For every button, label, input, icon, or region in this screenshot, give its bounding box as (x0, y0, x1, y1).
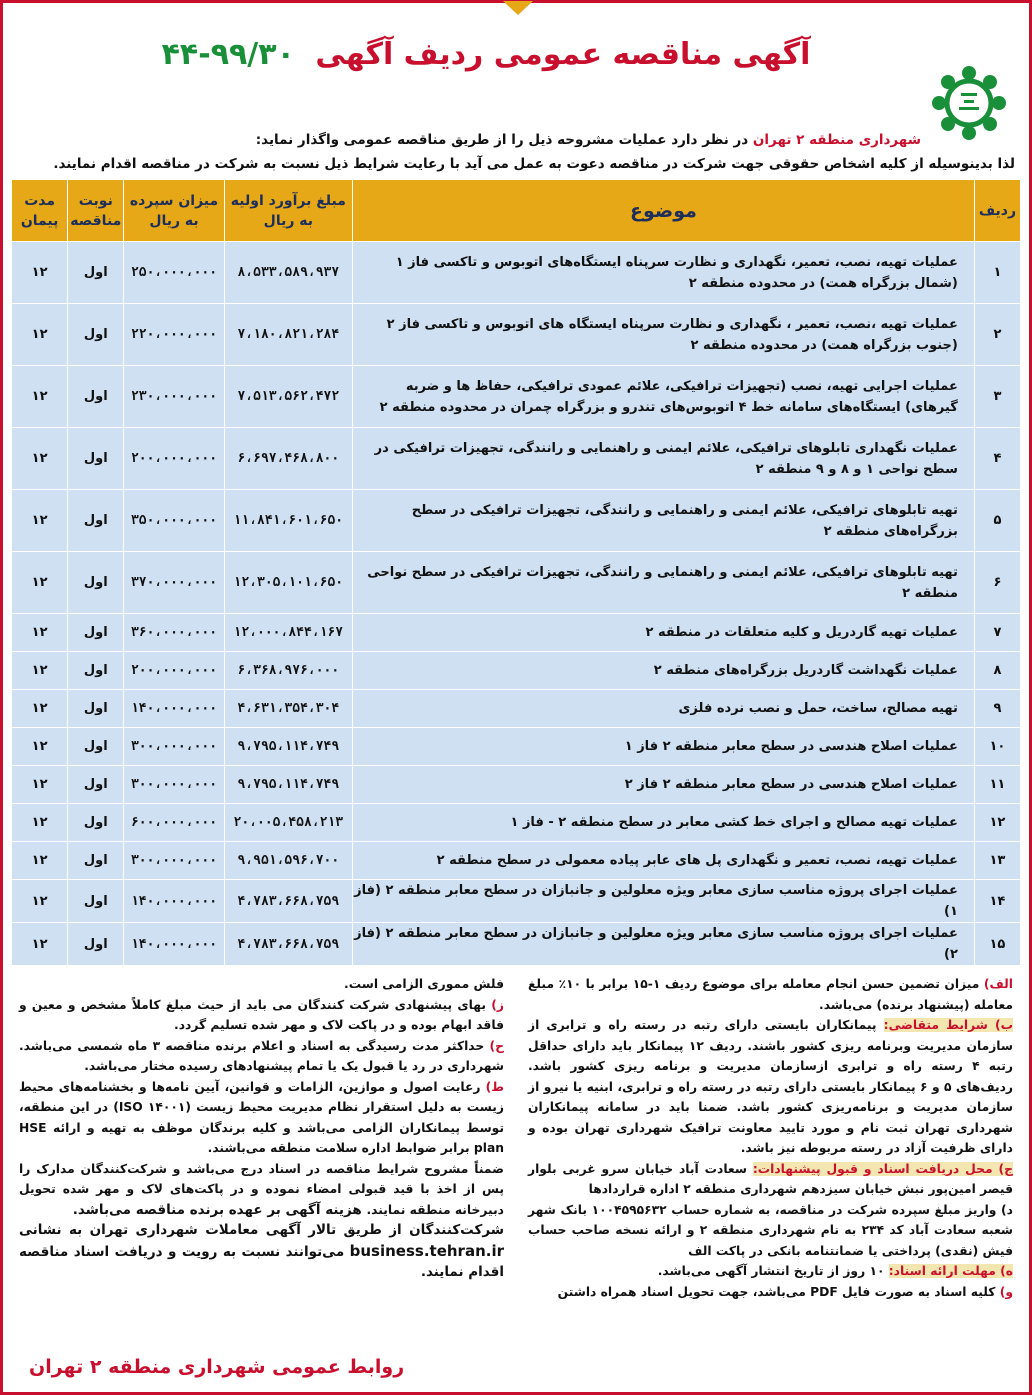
cell-subject: تهیه مصالح، ساخت، حمل و نصب نرده فلزی (353, 690, 975, 728)
cell-round: اول (68, 428, 124, 490)
cell-subject: عملیات اصلاح هندسی در سطح معابر منطقه ۲ فاز ۱ (353, 728, 975, 766)
cell-subject: عملیات اجرایی تهیه، نصب (تجهیزات ترافیکی، علائم عمودی ترافیکی، حفاظ ها و ضربه گیرهای) ایستگاه‌های سامانه خط ۴ اتوبوس‌های تندرو و بزرگراه چمران در محدوده منطقه ۲ (353, 366, 975, 428)
cell-subject: عملیات نگهداشت گاردریل بزرگراه‌های منطقه ۲ (353, 652, 975, 690)
cell-row-no: ۶ (974, 552, 1020, 614)
tehran-municipality-logo-icon (931, 65, 1007, 141)
cell-round: اول (68, 923, 124, 966)
cell-deposit: ۶۰۰،۰۰۰،۰۰۰ (124, 804, 224, 842)
cell-estimate: ۶،۳۶۸،۹۷۶،۰۰۰ (224, 652, 352, 690)
business-url-link[interactable]: business.tehran.ir (349, 1241, 504, 1260)
term-jim: ج) محل دریافت اسناد و قبول پیشنهادات: سعادت آباد خیابان سرو غربی بلوار قیصر امین‌پور نبش خیابان سیزدهم شهرداری منطقه ۲ اداره قراردادها (528, 1161, 1013, 1196)
notice-title (11, 37, 961, 72)
cell-subject: تهیه تابلوهای ترافیکی، علائم ایمنی و راهنمایی و رانندگی، تجهیزات ترافیکی در سطح بزرگراه‌های منطقه ۲ (353, 490, 975, 552)
table-row (12, 923, 1021, 966)
intro-text: در نظر دارد عملیات مشروحه ذیل را از طریق مناقصه عمومی واگذار نماید: (255, 132, 753, 148)
term-he2: ح) حداکثر مدت رسیدگی به اسناد و اعلام برنده مناقصه ۳ ماه شمسی می‌باشد. شهرداری در رد یا قبول یک یا تمام پیشنهادهای رسیده مختار می‌باشد. (19, 1038, 504, 1073)
header-duration: مدت پیمان (12, 180, 68, 242)
cell-row-no: ۱ (974, 242, 1020, 304)
cell-duration: ۱۲ (12, 690, 68, 728)
cell-subject: عملیات اجرای پروژه مناسب سازی معابر ویژه معلولین و جانبازان در سطح معابر منطقه ۲ (فاز ۲) (353, 923, 975, 966)
cell-subject: عملیات نگهداری تابلوهای ترافیکی، علائم ایمنی و راهنمایی و رانندگی، تجهیزات ترافیکی در سطح نواحی ۱ و ۸ و ۹ منطقه ۲ (353, 428, 975, 490)
cell-row-no: ۴ (974, 428, 1020, 490)
table-row (12, 428, 1021, 490)
cell-subject: عملیات اجرای پروژه مناسب سازی معابر ویژه معلولین و جانبازان در سطح معابر منطقه ۲ (فاز ۱) (353, 880, 975, 923)
cell-row-no: ۵ (974, 490, 1020, 552)
footer-public-relations: روابط عمومی شهرداری منطقه ۲ تهران (29, 1356, 405, 1378)
cell-duration: ۱۲ (12, 842, 68, 880)
term-he: ه) مهلت ارائه اسناد: ۱۰ روز از تاریخ انتشار آگهی می‌باشد. (657, 1264, 1013, 1278)
cell-row-no: ۱۱ (974, 766, 1020, 804)
intro-line-1 (11, 129, 1021, 151)
cell-duration: ۱۲ (12, 304, 68, 366)
cell-row-no: ۹ (974, 690, 1020, 728)
term-be: ب) شرایط متقاضی: پیمانکاران بایستی دارای رتبه در رسته راه و ترابری از سازمان مدیریت وبرنامه ریزی کشور باشند. ردیف ۱۲ پیمانکار باید دارای حداقل رتبه ۴ رسته راه و ترابری ازسازمان مدیریت و برنامه ریزی کشور باشد. ردیف‌های ۵ و ۶ پیمانکار بایستی دارای رتبه در رسته راه و ترابری، ابنیه یا نیرو از سازمان مدیریت و برنامه‌ریزی کشور باشد. ضمنا باید در سامانه پیمانکاران شهرداری تهران ثبت نام و مورد تایید معاونت ترافیک شهرداری تهران بوده و دارای ظرفیت آزاد در رسته مربوطه نیز باشد. (528, 1018, 1014, 1155)
cell-subject: عملیات اصلاح هندسی در سطح معابر منطقه ۲ فاز ۲ (353, 766, 975, 804)
terms-section (11, 974, 1021, 1302)
cell-subject: عملیات تهیه مصالح و اجرای خط کشی معابر در سطح منطقه ۲ - فاز ۱ (353, 804, 975, 842)
table-row (12, 366, 1021, 428)
cell-duration: ۱۲ (12, 490, 68, 552)
cell-deposit: ۳۰۰،۰۰۰،۰۰۰ (124, 728, 224, 766)
term-flash: فلش مموری الزامی است. (344, 977, 504, 991)
table-row (12, 690, 1021, 728)
cell-subject: عملیات تهیه، نصب، تعمیر و نگهداری پل های عابر پیاده معمولی در سطح منطقه ۲ (353, 842, 975, 880)
cell-deposit: ۳۵۰،۰۰۰،۰۰۰ (124, 490, 224, 552)
cell-estimate: ۷،۵۱۳،۵۶۲،۴۷۲ (224, 366, 352, 428)
table-row (12, 842, 1021, 880)
term-participants: شرکت‌کنندگان از طریق تالار آگهی معاملات شهرداری تهران به نشانی business.tehran.ir می‌توانند نسبت به رویت و دریافت اسناد مناقصه اقدام نمایند. (19, 1222, 504, 1280)
cell-duration: ۱۲ (12, 804, 68, 842)
cell-round: اول (68, 842, 124, 880)
cell-deposit: ۳۰۰،۰۰۰،۰۰۰ (124, 842, 224, 880)
cell-estimate: ۱۲،۰۰۰،۸۴۴،۱۶۷ (224, 614, 352, 652)
term-ta: ط) رعایت اصول و موازین، الزامات و قوانین، آیین نامه‌ها و بخشنامه‌های محیط زیست به دلیل استقرار نظام مدیریت محیط زیست (ISO ۱۴۰۰۱) در این منطقه، توسط پیمانکاران الزامی می‌باشد و کلیه برندگان موظف به تهیه و ارائه HSE plan برابر ضوابط اداره سلامت منطقه می‌باشند. (19, 1079, 504, 1155)
cell-duration: ۱۲ (12, 366, 68, 428)
cell-deposit: ۲۰۰،۰۰۰،۰۰۰ (124, 428, 224, 490)
cell-estimate: ۱۱،۸۴۱،۶۰۱،۶۵۰ (224, 490, 352, 552)
terms-right-column (516, 974, 1021, 1302)
cell-subject: عملیات تهیه ،نصب، تعمیر ، نگهداری و نظارت سرپناه ایستگاه های اتوبوس و تاکسی فاز ۲ (جنوب بزرگراه همت) در محدوده منطقه ۲ (353, 304, 975, 366)
cell-estimate: ۴،۶۳۱،۳۵۴،۳۰۴ (224, 690, 352, 728)
cell-estimate: ۹،۹۵۱،۵۹۶،۷۰۰ (224, 842, 352, 880)
table-header-row (12, 180, 1021, 242)
cell-deposit: ۳۶۰،۰۰۰،۰۰۰ (124, 614, 224, 652)
cell-row-no: ۱۴ (974, 880, 1020, 923)
cell-duration: ۱۲ (12, 766, 68, 804)
table-row (12, 880, 1021, 923)
cell-deposit: ۲۵۰،۰۰۰،۰۰۰ (124, 242, 224, 304)
cell-deposit: ۱۴۰،۰۰۰،۰۰۰ (124, 880, 224, 923)
table-row (12, 728, 1021, 766)
term-vav: و) کلیه اسناد به صورت فایل PDF می‌باشد، جهت تحویل اسناد همراه داشتن (557, 1284, 1013, 1299)
term-ze: ز) بهای پیشنهادی شرکت کنندگان می باید از حیث مبلغ کاملاً مشخص و معین و فاقد ابهام بوده و در پاکت لاک و مهر شده تسلیم گردد. (19, 997, 504, 1032)
cell-round: اول (68, 690, 124, 728)
cell-round: اول (68, 804, 124, 842)
cell-deposit: ۲۲۰،۰۰۰،۰۰۰ (124, 304, 224, 366)
table-row (12, 552, 1021, 614)
header-subject: موضوع (353, 180, 975, 242)
header-row-no: ردیف (974, 180, 1020, 242)
cell-estimate: ۴،۷۸۳،۶۶۸،۷۵۹ (224, 923, 352, 966)
cell-row-no: ۱۵ (974, 923, 1020, 966)
term-dal: د) واریز مبلغ سپرده شرکت در مناقصه، به شماره حساب ۱۰۰۴۵۹۵۶۳۲ بانک شهر شعبه سعادت آباد کد ۲۳۴ به نام شهرداری منطقه ۲ و ارائه نسخه صاحب حساب فیش (نقدی) پرداختی یا ضمانتنامه بانکی در پاکت الف (528, 1202, 1013, 1258)
cell-row-no: ۱۲ (974, 804, 1020, 842)
cell-round: اول (68, 242, 124, 304)
cell-estimate: ۶،۶۹۷،۴۶۸،۸۰۰ (224, 428, 352, 490)
cell-deposit: ۲۳۰،۰۰۰،۰۰۰ (124, 366, 224, 428)
cell-estimate: ۱۲،۳۰۵،۱۰۱،۶۵۰ (224, 552, 352, 614)
intro-line-2: لذا بدینوسیله از کلیه اشخاص حقوقی جهت شرکت در مناقصه دعوت به عمل می آید با رعایت شرایط ذیل نسبت به شرکت در مناقصه اقدام نمایند. (53, 156, 1015, 172)
table-row (12, 804, 1021, 842)
header-estimate: مبلغ برآورد اولیه به ریال (224, 180, 352, 242)
table-row (12, 652, 1021, 690)
cell-deposit: ۲۰۰،۰۰۰،۰۰۰ (124, 652, 224, 690)
cell-duration: ۱۲ (12, 652, 68, 690)
cell-estimate: ۹،۷۹۵،۱۱۴،۷۴۹ (224, 766, 352, 804)
header-round: نوبت مناقصه (68, 180, 124, 242)
cell-round: اول (68, 880, 124, 923)
header (11, 37, 1021, 129)
terms-left-column (11, 974, 516, 1302)
term-alef: الف) میزان تضمین حسن انجام معامله برای موضوع ردیف ۱-۱۵ برابر با ۱۰٪ مبلغ معامله (پیشنهاد برنده) می‌باشد. (528, 977, 1013, 1012)
table-row (12, 242, 1021, 304)
cell-duration: ۱۲ (12, 428, 68, 490)
cell-row-no: ۲ (974, 304, 1020, 366)
cell-round: اول (68, 490, 124, 552)
title-text: آگهی مناقصه عمومی ردیف آگهی (315, 37, 811, 72)
cell-round: اول (68, 614, 124, 652)
cell-round: اول (68, 766, 124, 804)
cell-duration: ۱۲ (12, 552, 68, 614)
term-final: ضمناً مشروح شرایط مناقصه در اسناد درج می‌باشد و شرکت‌کنندگان مدارک را پس از اخذ با قید قبولی امضاء نموده و در پاکت‌های لاک و مهر شده تحویل دبیرخانه منطقه نمایند. هزینه آگهی بر عهده برنده مناقصه می‌باشد. (19, 1161, 504, 1218)
cell-round: اول (68, 728, 124, 766)
cell-duration: ۱۲ (12, 614, 68, 652)
cell-row-no: ۱۳ (974, 842, 1020, 880)
cell-round: اول (68, 304, 124, 366)
cell-subject: عملیات تهیه، نصب، تعمیر، نگهداری و نظارت سرپناه ایستگاه‌های اتوبوس و تاکسی فاز ۱ (شمال بزرگراه همت) در محدوده منطقه ۲ (353, 242, 975, 304)
table-row (12, 766, 1021, 804)
cell-estimate: ۴،۷۸۳،۶۶۸،۷۵۹ (224, 880, 352, 923)
cell-subject: تهیه تابلوهای ترافیکی، علائم ایمنی و راهنمایی و رانندگی، تجهیزات ترافیکی در سطح نواحی منطقه ۲ (353, 552, 975, 614)
cell-deposit: ۳۷۰،۰۰۰،۰۰۰ (124, 552, 224, 614)
notice-number: ۹۹/۳۰-۴۴ (161, 37, 295, 72)
cell-deposit: ۳۰۰،۰۰۰،۰۰۰ (124, 766, 224, 804)
cell-round: اول (68, 652, 124, 690)
cell-estimate: ۹،۷۹۵،۱۱۴،۷۴۹ (224, 728, 352, 766)
cell-duration: ۱۲ (12, 242, 68, 304)
table-row (12, 490, 1021, 552)
cell-estimate: ۷،۱۸۰،۸۲۱،۲۸۴ (224, 304, 352, 366)
cell-estimate: ۲۰،۰۰۵،۴۵۸،۲۱۳ (224, 804, 352, 842)
cell-duration: ۱۲ (12, 728, 68, 766)
cell-row-no: ۷ (974, 614, 1020, 652)
cell-deposit: ۱۴۰،۰۰۰،۰۰۰ (124, 923, 224, 966)
table-row (12, 304, 1021, 366)
cell-deposit: ۱۴۰،۰۰۰،۰۰۰ (124, 690, 224, 728)
table-row (12, 614, 1021, 652)
header-deposit: میزان سپرده به ریال (124, 180, 224, 242)
cell-estimate: ۸،۵۳۳،۵۸۹،۹۳۷ (224, 242, 352, 304)
cell-round: اول (68, 366, 124, 428)
cell-duration: ۱۲ (12, 880, 68, 923)
top-notch-decoration (503, 1, 533, 15)
cell-duration: ۱۲ (12, 923, 68, 966)
intro-org: شهرداری منطقه ۲ تهران (752, 132, 921, 148)
cell-row-no: ۱۰ (974, 728, 1020, 766)
cell-row-no: ۳ (974, 366, 1020, 428)
cell-row-no: ۸ (974, 652, 1020, 690)
cell-subject: عملیات تهیه گاردریل و کلیه متعلقات در منطقه ۲ (353, 614, 975, 652)
tender-table (11, 179, 1021, 966)
cell-round: اول (68, 552, 124, 614)
